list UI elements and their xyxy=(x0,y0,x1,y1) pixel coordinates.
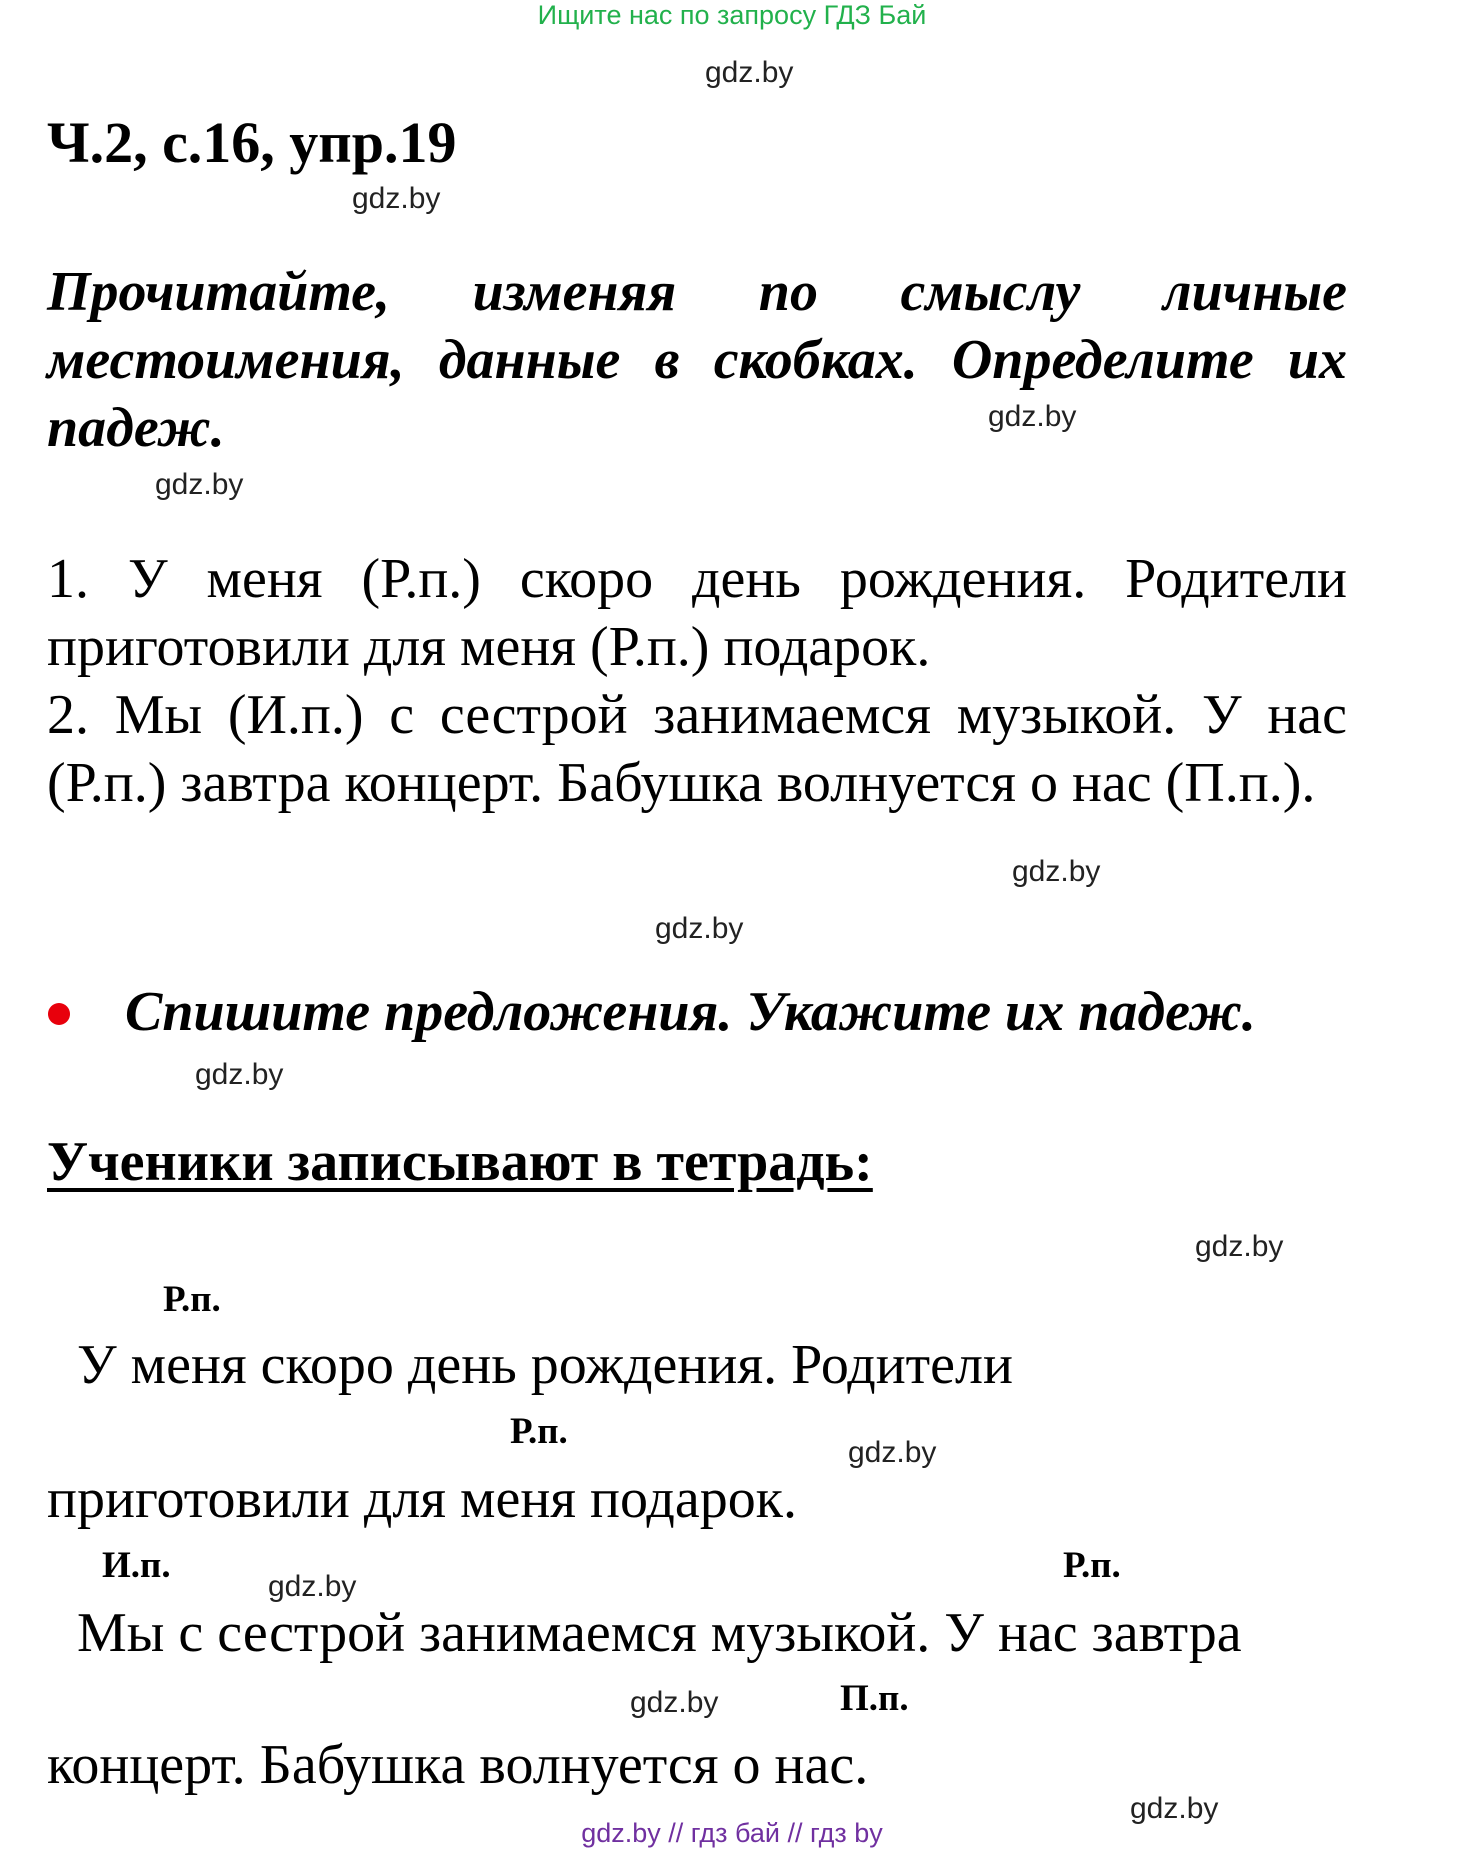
bullet-task: Спишите предложения. Укажите их падеж. xyxy=(125,981,1256,1043)
case-label: Р.п. xyxy=(1063,1545,1121,1586)
answer-line-2: приготовили для меня подарок. xyxy=(47,1468,797,1530)
watermark: gdz.by xyxy=(268,1570,357,1603)
footer: gdz.by // гдз бай // гдз by xyxy=(581,1818,883,1848)
exercise-item-2: 2. Мы (И.п.) с сестрой занимаемся музыкой. У нас (Р.п.) завтра концерт. Бабушка волнуется о нас (П.п.). xyxy=(47,684,1347,814)
watermark: gdz.by xyxy=(848,1436,937,1469)
task-instruction: Прочитайте, изменяя по смыслу личные местоимения, данные в скобках. Определите их падеж. xyxy=(47,261,1347,459)
watermark: gdz.by xyxy=(352,182,441,215)
watermark: gdz.by xyxy=(155,468,244,501)
watermark: gdz.by xyxy=(630,1686,719,1719)
watermark: gdz.by xyxy=(655,912,744,945)
top-banner: Ищите нас по запросу ГДЗ Бай xyxy=(537,0,927,30)
watermark: gdz.by xyxy=(195,1058,284,1091)
bullet-icon xyxy=(48,1003,70,1025)
case-label: Р.п. xyxy=(163,1279,221,1320)
case-label: И.п. xyxy=(102,1545,171,1586)
exercise-text xyxy=(47,545,1347,817)
watermark: gdz.by xyxy=(1012,855,1101,888)
answer-heading: Ученики записывают в тетрадь: xyxy=(47,1131,873,1193)
exercise-item-1: 1. У меня (Р.п.) скоро день рождения. Родители приготовили для меня (Р.п.) подарок. xyxy=(47,548,1347,678)
case-label: Р.п. xyxy=(510,1411,568,1452)
watermark: gdz.by xyxy=(1195,1230,1284,1263)
watermark: gdz.by xyxy=(705,56,794,89)
answer-line-4: концерт. Бабушка волнуется о нас. xyxy=(47,1734,869,1796)
answer-line-3: Мы с сестрой занимаемся музыкой. У нас завтра xyxy=(77,1602,1242,1664)
answer-line-1: У меня скоро день рождения. Родители xyxy=(77,1334,1013,1396)
case-label: П.п. xyxy=(840,1678,909,1719)
watermark: gdz.by xyxy=(988,400,1077,433)
page-title: Ч.2, с.16, упр.19 xyxy=(47,110,457,175)
watermark: gdz.by xyxy=(1130,1792,1219,1825)
